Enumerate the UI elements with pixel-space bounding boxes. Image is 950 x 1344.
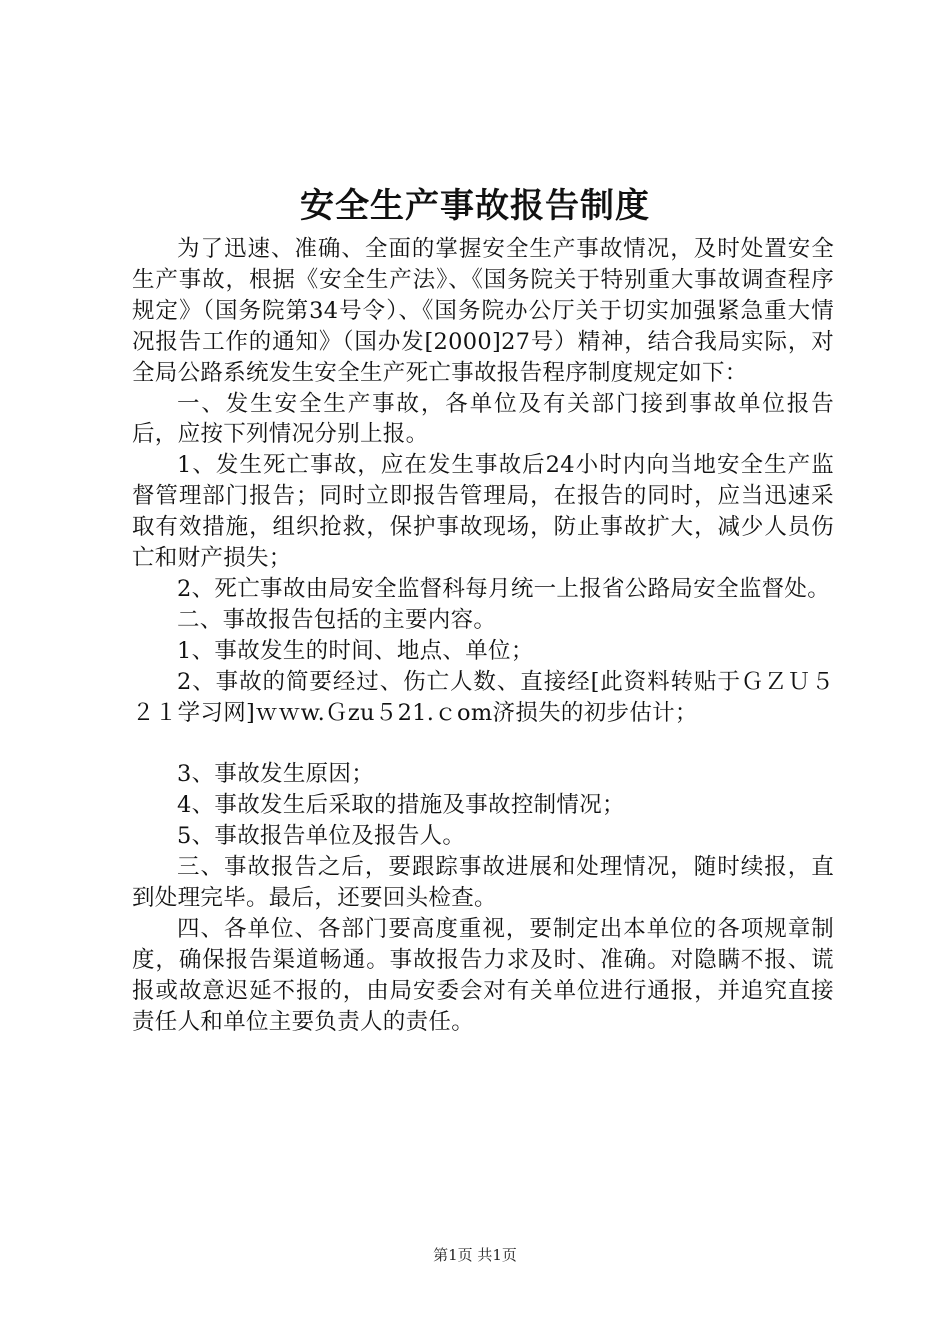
page-footer: 第1页 共1页: [433, 1246, 517, 1264]
intro-paragraph: 为了迅速、准确、全面的掌握安全生产事故情况，及时处置安全生产事故，根据《安全生产法》、《国务院关于特别重大事故调查程序规定》（国务院第34号令）、《国务院办公厅关于切实加强紧急重大情况报告工作的通知》（国办发[2000]27号）精神，结合我局实际，对全局公路系统发生安全生产死亡事故报告程序制度规定如下：: [132, 236, 834, 386]
section-2-item-5: 5、事故报告单位及报告人。: [177, 823, 466, 850]
section-1-item-1: 1、发生死亡事故，应在发生事故后24小时内向当地安全生产监督管理部门报告；同时立即报告管理局，在报告的同时，应当迅速采取有效措施，组织抢救，保护事故现场，防止事故扩大，减少人员伤亡和财产损失；: [132, 452, 834, 572]
section-2-item-4: 4、事故发生后采取的措施及事故控制情况；: [177, 792, 625, 819]
section-2-heading: 二、事故报告包括的主要内容。: [177, 606, 497, 633]
section-4-paragraph: 四、各单位、各部门要高度重视，要制定出本单位的各项规章制度，确保报告渠道畅通。事故报告力求及时、准确。对隐瞒不报、谎报或故意迟延不报的，由局安委会对有关单位进行通报，并追究直接责任人和单位主要负责人的责任。: [132, 915, 834, 1035]
document-body: [132, 234, 834, 1038]
section-1-heading: 一、发生安全生产事故，各单位及有关部门接到事故单位报告后，应按下列情况分别上报。: [132, 390, 834, 448]
section-3-paragraph: 三、事故报告之后，要跟踪事故进展和处理情况，随时续报，直到处理完毕。最后，还要回头检查。: [132, 854, 834, 912]
document-title: 安全生产事故报告制度: [300, 186, 650, 226]
section-2-item-1: 1、事故发生的时间、地点、单位；: [177, 637, 534, 664]
section-2-item-2: 2、事故的简要经过、伤亡人数、直接经[此资料转贴于ＧＺＵ５２１学习网]ｗｗw.Ｇzu５21.ｃom济损失的初步估计；: [132, 668, 834, 726]
section-2-item-3: 3、事故发生原因；: [177, 761, 375, 788]
section-1-item-2: 2、死亡事故由局安全监督科每月统一上报省公路局安全监督处。: [177, 575, 831, 602]
